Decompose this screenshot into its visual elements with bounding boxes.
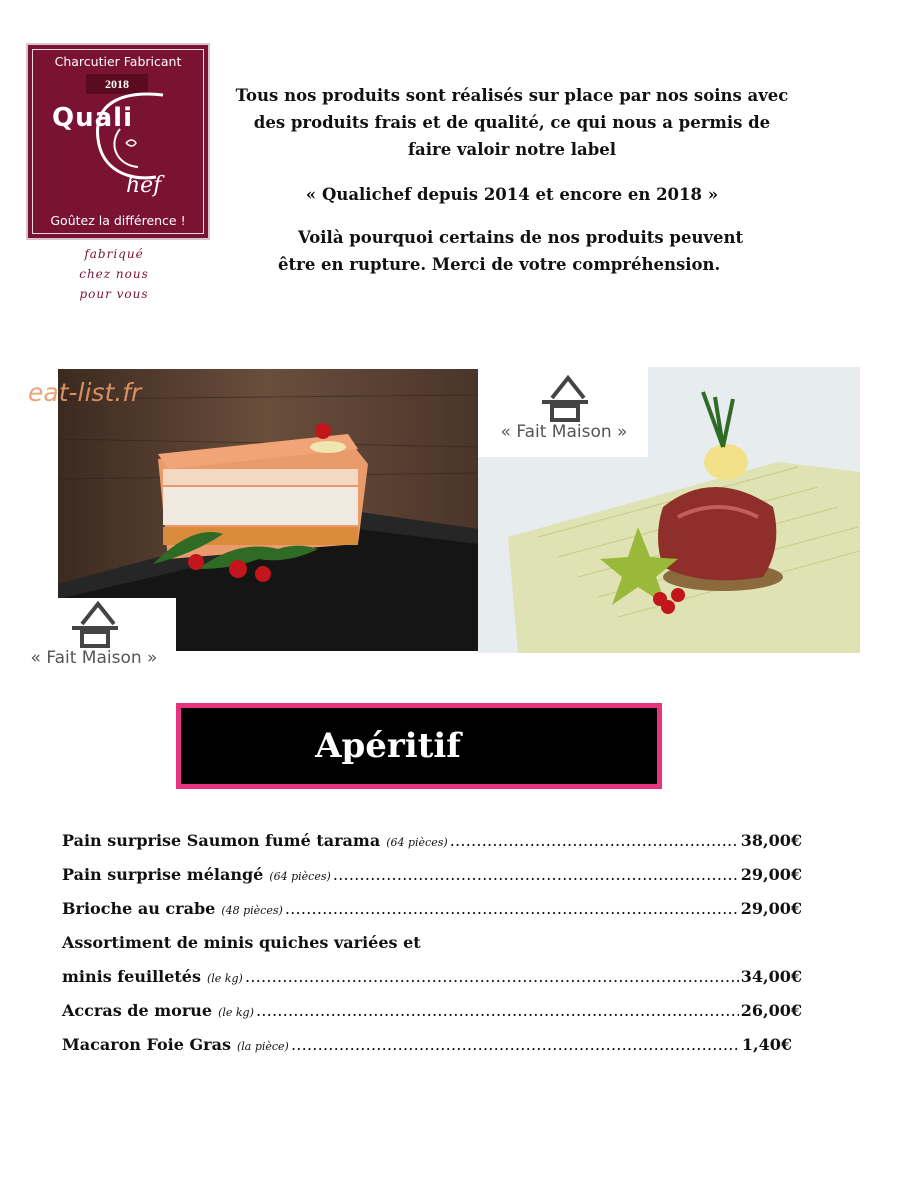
watermark: eat-list.fr <box>28 378 142 407</box>
label-line: « Qualichef depuis 2014 et encore en 2018 » <box>305 185 719 204</box>
item-quantity: (64 pièces) <box>269 870 331 883</box>
intro-line: Tous nos produits sont réalisés sur place par nos soins avec <box>235 86 789 105</box>
item-price: 1,40€ <box>741 1035 792 1054</box>
house-icon <box>64 598 124 648</box>
section-title: Apéritif <box>315 726 461 766</box>
logo-top-text: Charcutier Fabricant <box>54 54 182 69</box>
item-quantity: (48 pièces) <box>221 904 283 917</box>
menu-item <box>62 960 802 994</box>
fabrique-tagline <box>64 244 164 304</box>
logo-bottom-text: Goûtez la différence ! <box>50 213 186 228</box>
menu-item <box>62 858 802 892</box>
intro-text <box>228 82 796 278</box>
fait-maison-text: « Fait Maison » <box>30 648 158 668</box>
menu-item <box>62 892 802 926</box>
rupture-line: Voilà pourquoi certains de nos produits peuvent <box>298 228 744 247</box>
menu-item <box>62 1028 792 1062</box>
fabrique-line: chez nous <box>79 267 149 281</box>
logo-brand: Quali <box>52 103 133 133</box>
dot-leader <box>256 994 739 1028</box>
item-price: 34,00€ <box>740 967 802 986</box>
dot-leader <box>245 960 739 994</box>
item-price: 38,00€ <box>740 831 802 850</box>
intro-line: faire valoir notre label <box>407 140 617 159</box>
item-name: minis feuilletés <box>62 967 201 986</box>
dot-leader <box>285 892 739 926</box>
item-price: 26,00€ <box>740 1001 802 1020</box>
fait-maison-text: « Fait Maison » <box>500 422 628 442</box>
fabrique-line: fabriqué <box>84 247 144 261</box>
item-quantity: (64 pièces) <box>386 836 448 849</box>
item-quantity: (le kg) <box>218 1006 254 1019</box>
fait-maison-logo <box>12 598 176 682</box>
menu-item <box>62 926 802 960</box>
section-title-box <box>176 703 662 789</box>
qualichef-logo <box>26 43 210 240</box>
item-name: Pain surprise Saumon fumé tarama <box>62 831 381 850</box>
item-quantity: (le kg) <box>206 972 243 985</box>
logo-year: 2018 <box>86 74 148 94</box>
logo-swirl-icon <box>68 89 178 199</box>
item-name: Pain surprise mélangé <box>62 865 264 884</box>
item-name: Macaron Foie Gras <box>62 1035 231 1054</box>
item-price: 29,00€ <box>740 865 802 884</box>
item-name: Accras de morue <box>62 1001 213 1020</box>
menu-item <box>62 994 802 1028</box>
intro-line: des produits frais et de qualité, ce qui nous a permis de <box>253 113 771 132</box>
fait-maison-logo <box>484 372 644 456</box>
item-quantity: (la pièce) <box>236 1040 289 1053</box>
fabrique-line: pour vous <box>79 287 149 301</box>
rupture-line: être en rupture. Merci de votre compréhension. <box>278 255 721 274</box>
logo-chef: hef <box>126 173 162 198</box>
house-icon <box>534 372 594 422</box>
item-name: Brioche au crabe <box>62 899 216 918</box>
dot-leader <box>291 1028 740 1062</box>
dot-leader <box>333 858 739 892</box>
dot-leader <box>450 824 739 858</box>
item-name: Assortiment de minis quiches variées et <box>62 933 421 952</box>
item-price: 29,00€ <box>740 899 802 918</box>
menu-list <box>62 824 802 1062</box>
menu-item <box>62 824 802 858</box>
